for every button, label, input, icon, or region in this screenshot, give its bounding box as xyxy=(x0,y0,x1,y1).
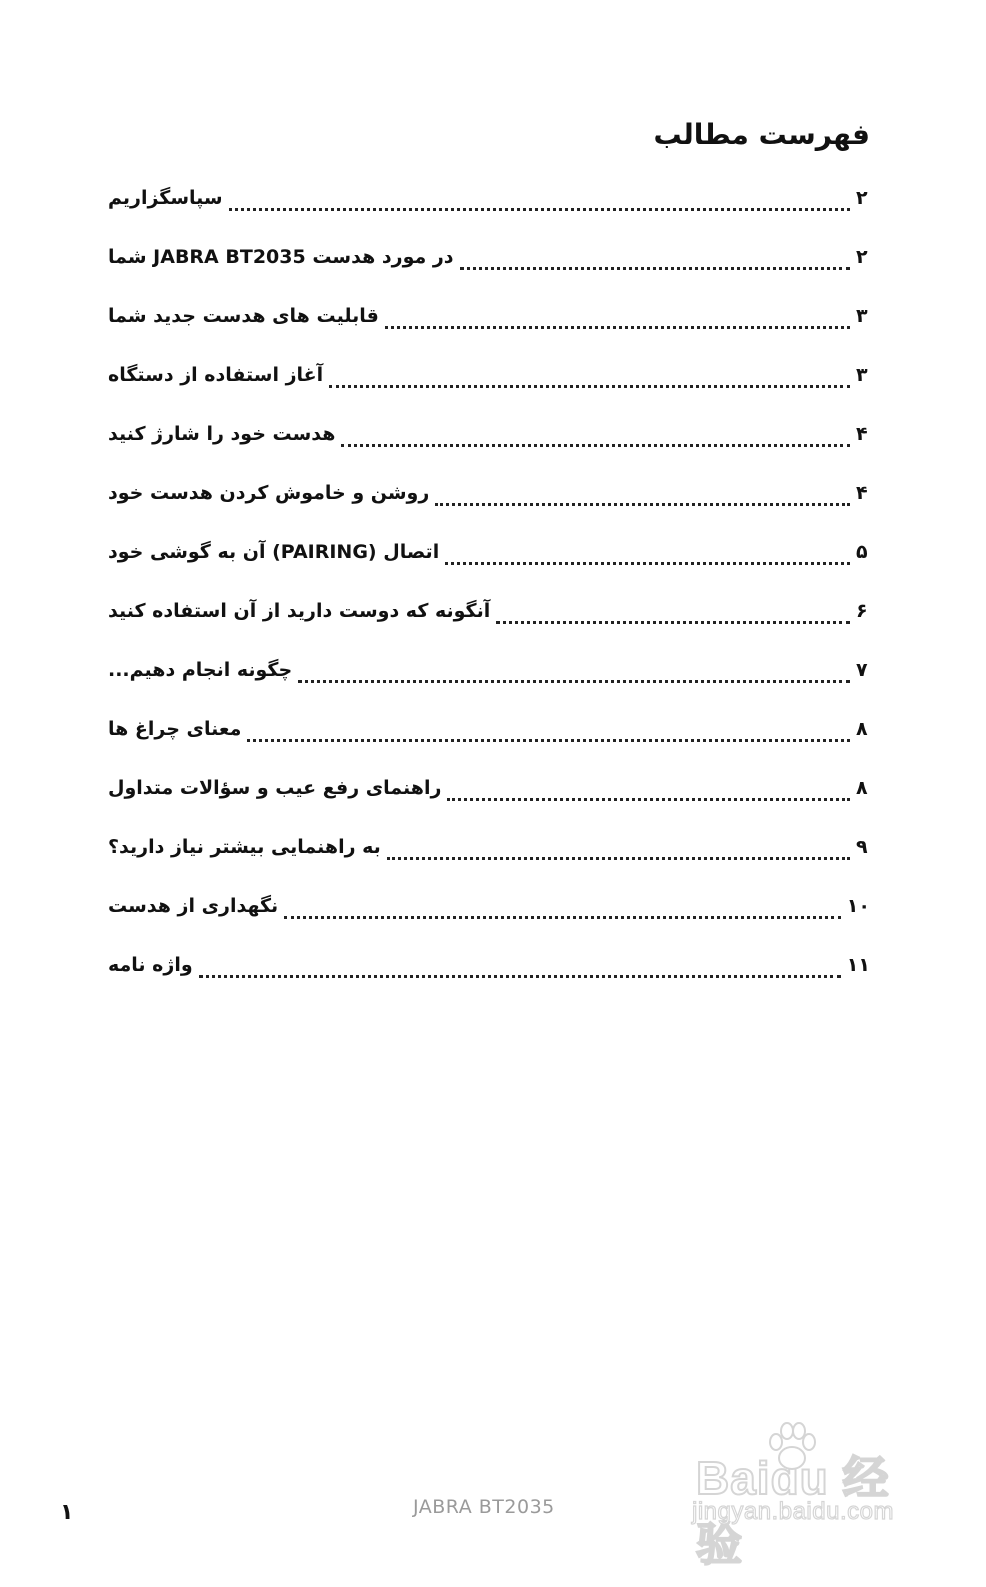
toc-entry xyxy=(108,477,870,536)
toc-entry xyxy=(108,890,870,949)
toc-leader-dots xyxy=(247,713,850,742)
watermark-site: jingyan.baidu.com xyxy=(692,1498,894,1525)
toc-entry xyxy=(108,418,870,477)
toc-page-number: ۱۰ xyxy=(846,895,870,917)
toc-entry xyxy=(108,772,870,831)
toc-entry-title: روشن و خاموش کردن هدست خود xyxy=(108,482,430,504)
footer-product-name: JABRA BT2035 xyxy=(413,1496,555,1518)
toc-leader-dots xyxy=(385,300,850,329)
watermark-logo-text: Baidu 经验 xyxy=(696,1452,890,1570)
toc-entry xyxy=(108,831,870,890)
toc-leader-dots xyxy=(284,890,841,919)
toc-entry-title: راهنمای رفع عیب و سؤالات متداول xyxy=(108,777,442,799)
toc-entry-title: سپاسگزاریم xyxy=(108,187,223,209)
paw-icon xyxy=(762,1418,822,1478)
toc-leader-dots xyxy=(298,654,850,683)
toc-leader-dots xyxy=(199,949,841,978)
toc-entry-title: اتصال (PAIRING) آن به گوشی خود xyxy=(108,541,440,563)
toc-leader-dots xyxy=(387,831,850,860)
toc-entry xyxy=(108,359,870,418)
toc-leader-dots xyxy=(460,241,850,270)
toc-leader-dots xyxy=(229,182,850,211)
toc-page-number: ۸ xyxy=(856,777,868,799)
toc-leader-dots xyxy=(435,477,850,506)
toc-page-number: ۸ xyxy=(856,718,868,740)
toc-page-number: ۶ xyxy=(856,600,868,622)
toc-page-number: ۹ xyxy=(856,836,868,858)
toc-entry-title: در مورد هدست JABRA BT2035 شما xyxy=(108,246,454,268)
toc-entry-title: آغاز استفاده از دستگاه xyxy=(108,364,324,386)
toc-entry-title: قابلیت های هدست جدید شما xyxy=(108,305,379,327)
toc-entry xyxy=(108,713,870,772)
toc-entry xyxy=(108,241,870,300)
toc-entry-title: به راهنمایی بیشتر نیاز دارید؟ xyxy=(108,836,381,858)
toc-page-number: ۱۱ xyxy=(846,954,870,976)
toc-entry xyxy=(108,595,870,654)
toc-page-number: ۲ xyxy=(856,187,868,209)
toc-page-number: ۴ xyxy=(856,423,868,445)
toc-page-number: ۷ xyxy=(856,659,868,681)
toc-page-number: ۳ xyxy=(856,305,868,327)
toc-title: فهرست مطالب xyxy=(653,118,870,151)
toc-entry xyxy=(108,949,870,1008)
toc-entry xyxy=(108,182,870,241)
page-number: ۱ xyxy=(60,1500,74,1525)
toc-entry xyxy=(108,300,870,359)
toc-entry-title: هدست خود را شارژ کنید xyxy=(108,423,336,445)
toc-entry-title: معنای چراغ ها xyxy=(108,718,242,740)
toc-entry-title: چگونه انجام دهیم... xyxy=(108,659,293,681)
toc-entry-title: نگهداری از هدست xyxy=(108,895,279,917)
toc-leader-dots xyxy=(341,418,850,447)
toc-entry xyxy=(108,536,870,595)
toc-entry xyxy=(108,654,870,713)
toc-leader-dots xyxy=(445,536,850,565)
toc-leader-dots xyxy=(329,359,850,388)
toc-page-number: ۳ xyxy=(856,364,868,386)
toc-page-number: ۲ xyxy=(856,246,868,268)
baidu-watermark xyxy=(688,1418,924,1570)
toc-page-number: ۴ xyxy=(856,482,868,504)
toc-leader-dots xyxy=(496,595,850,624)
toc-page-number: ۵ xyxy=(856,541,868,563)
toc-entry-title: واژه نامه xyxy=(108,954,193,976)
toc-list xyxy=(108,182,870,1008)
toc-entry-title: آنگونه که دوست دارید از آن استفاده کنید xyxy=(108,600,491,622)
toc-leader-dots xyxy=(447,772,850,801)
